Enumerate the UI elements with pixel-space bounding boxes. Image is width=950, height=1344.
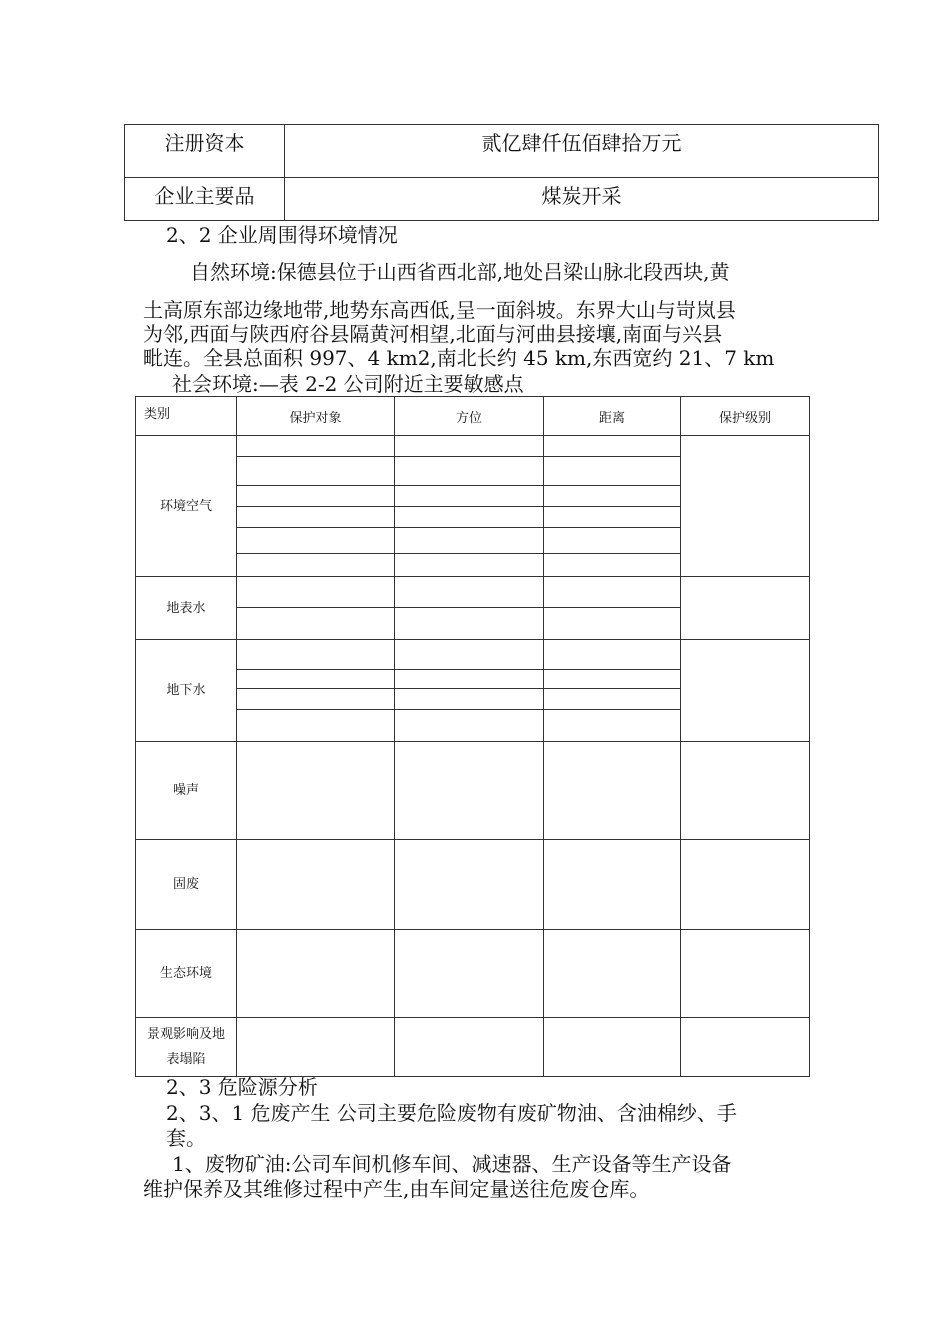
category-air: 环境空气 bbox=[136, 436, 237, 577]
table-row bbox=[136, 436, 810, 457]
header-distance: 距离 bbox=[544, 397, 681, 436]
natural-env-line-4: 毗连。全县总面积 997、4 km2,南北长约 45 km,东西宽约 21、7 km bbox=[143, 346, 775, 370]
category-noise: 噪声 bbox=[136, 742, 237, 840]
info-key: 企业主要品 bbox=[125, 178, 285, 221]
section-heading-2-2: 2、2 企业周围得环境情况 bbox=[166, 223, 398, 247]
level-cell bbox=[681, 436, 810, 577]
social-env-line: 社会环境:—表 2-2 公司附近主要敏感点 bbox=[172, 372, 524, 396]
sensitive-points-table bbox=[135, 396, 810, 1077]
info-value: 贰亿肆仟伍佰肆拾万元 bbox=[285, 125, 879, 178]
table-row bbox=[136, 640, 810, 670]
category-surface-water: 地表水 bbox=[136, 577, 237, 640]
table-row bbox=[136, 840, 810, 930]
table-row bbox=[136, 930, 810, 1018]
natural-env-line-1: 自然环境:保德县位于山西省西北部,地处吕梁山脉北段西块,黄 bbox=[190, 260, 730, 284]
info-value: 煤炭开采 bbox=[285, 178, 879, 221]
hazard-sub-line-2: 套。 bbox=[166, 1126, 206, 1150]
natural-env-line-3: 为邻,西面与陕西府谷县隔黄河相望,北面与河曲县接壤,南面与兴县 bbox=[143, 322, 723, 346]
level-cell bbox=[681, 577, 810, 640]
table-row bbox=[136, 577, 810, 608]
category-solid-waste: 固废 bbox=[136, 840, 237, 930]
hazard-sub-line-1: 2、3、1 危废产生 公司主要危险废物有废矿物油、含油棉纱、手 bbox=[166, 1101, 737, 1125]
header-protect-object: 保护对象 bbox=[237, 397, 395, 436]
section-heading-2-3: 2、3 危险源分析 bbox=[166, 1075, 318, 1099]
waste-oil-line-2: 维护保养及其维修过程中产生,由车间定量送往危废仓库。 bbox=[143, 1177, 650, 1201]
header-direction: 方位 bbox=[395, 397, 544, 436]
info-row-product bbox=[125, 178, 879, 221]
header-protect-level: 保护级别 bbox=[681, 397, 810, 436]
table-header-row bbox=[136, 397, 810, 436]
company-info-table bbox=[124, 124, 879, 221]
info-row-capital bbox=[125, 125, 879, 178]
category-ecology: 生态环境 bbox=[136, 930, 237, 1018]
table-row bbox=[136, 1018, 810, 1077]
category-groundwater: 地下水 bbox=[136, 640, 237, 742]
category-landscape: 景观影响及地表塌陷 bbox=[136, 1018, 237, 1077]
table-row bbox=[136, 742, 810, 840]
level-cell bbox=[681, 640, 810, 742]
info-key: 注册资本 bbox=[125, 125, 285, 178]
header-category: 类别 bbox=[136, 397, 237, 436]
waste-oil-line-1: 1、废物矿油:公司车间机修车间、减速器、生产设备等生产设备 bbox=[172, 1152, 732, 1176]
natural-env-line-2: 土高原东部边缘地带,地势东高西低,呈一面斜坡。东界大山与岢岚县 bbox=[143, 298, 736, 322]
